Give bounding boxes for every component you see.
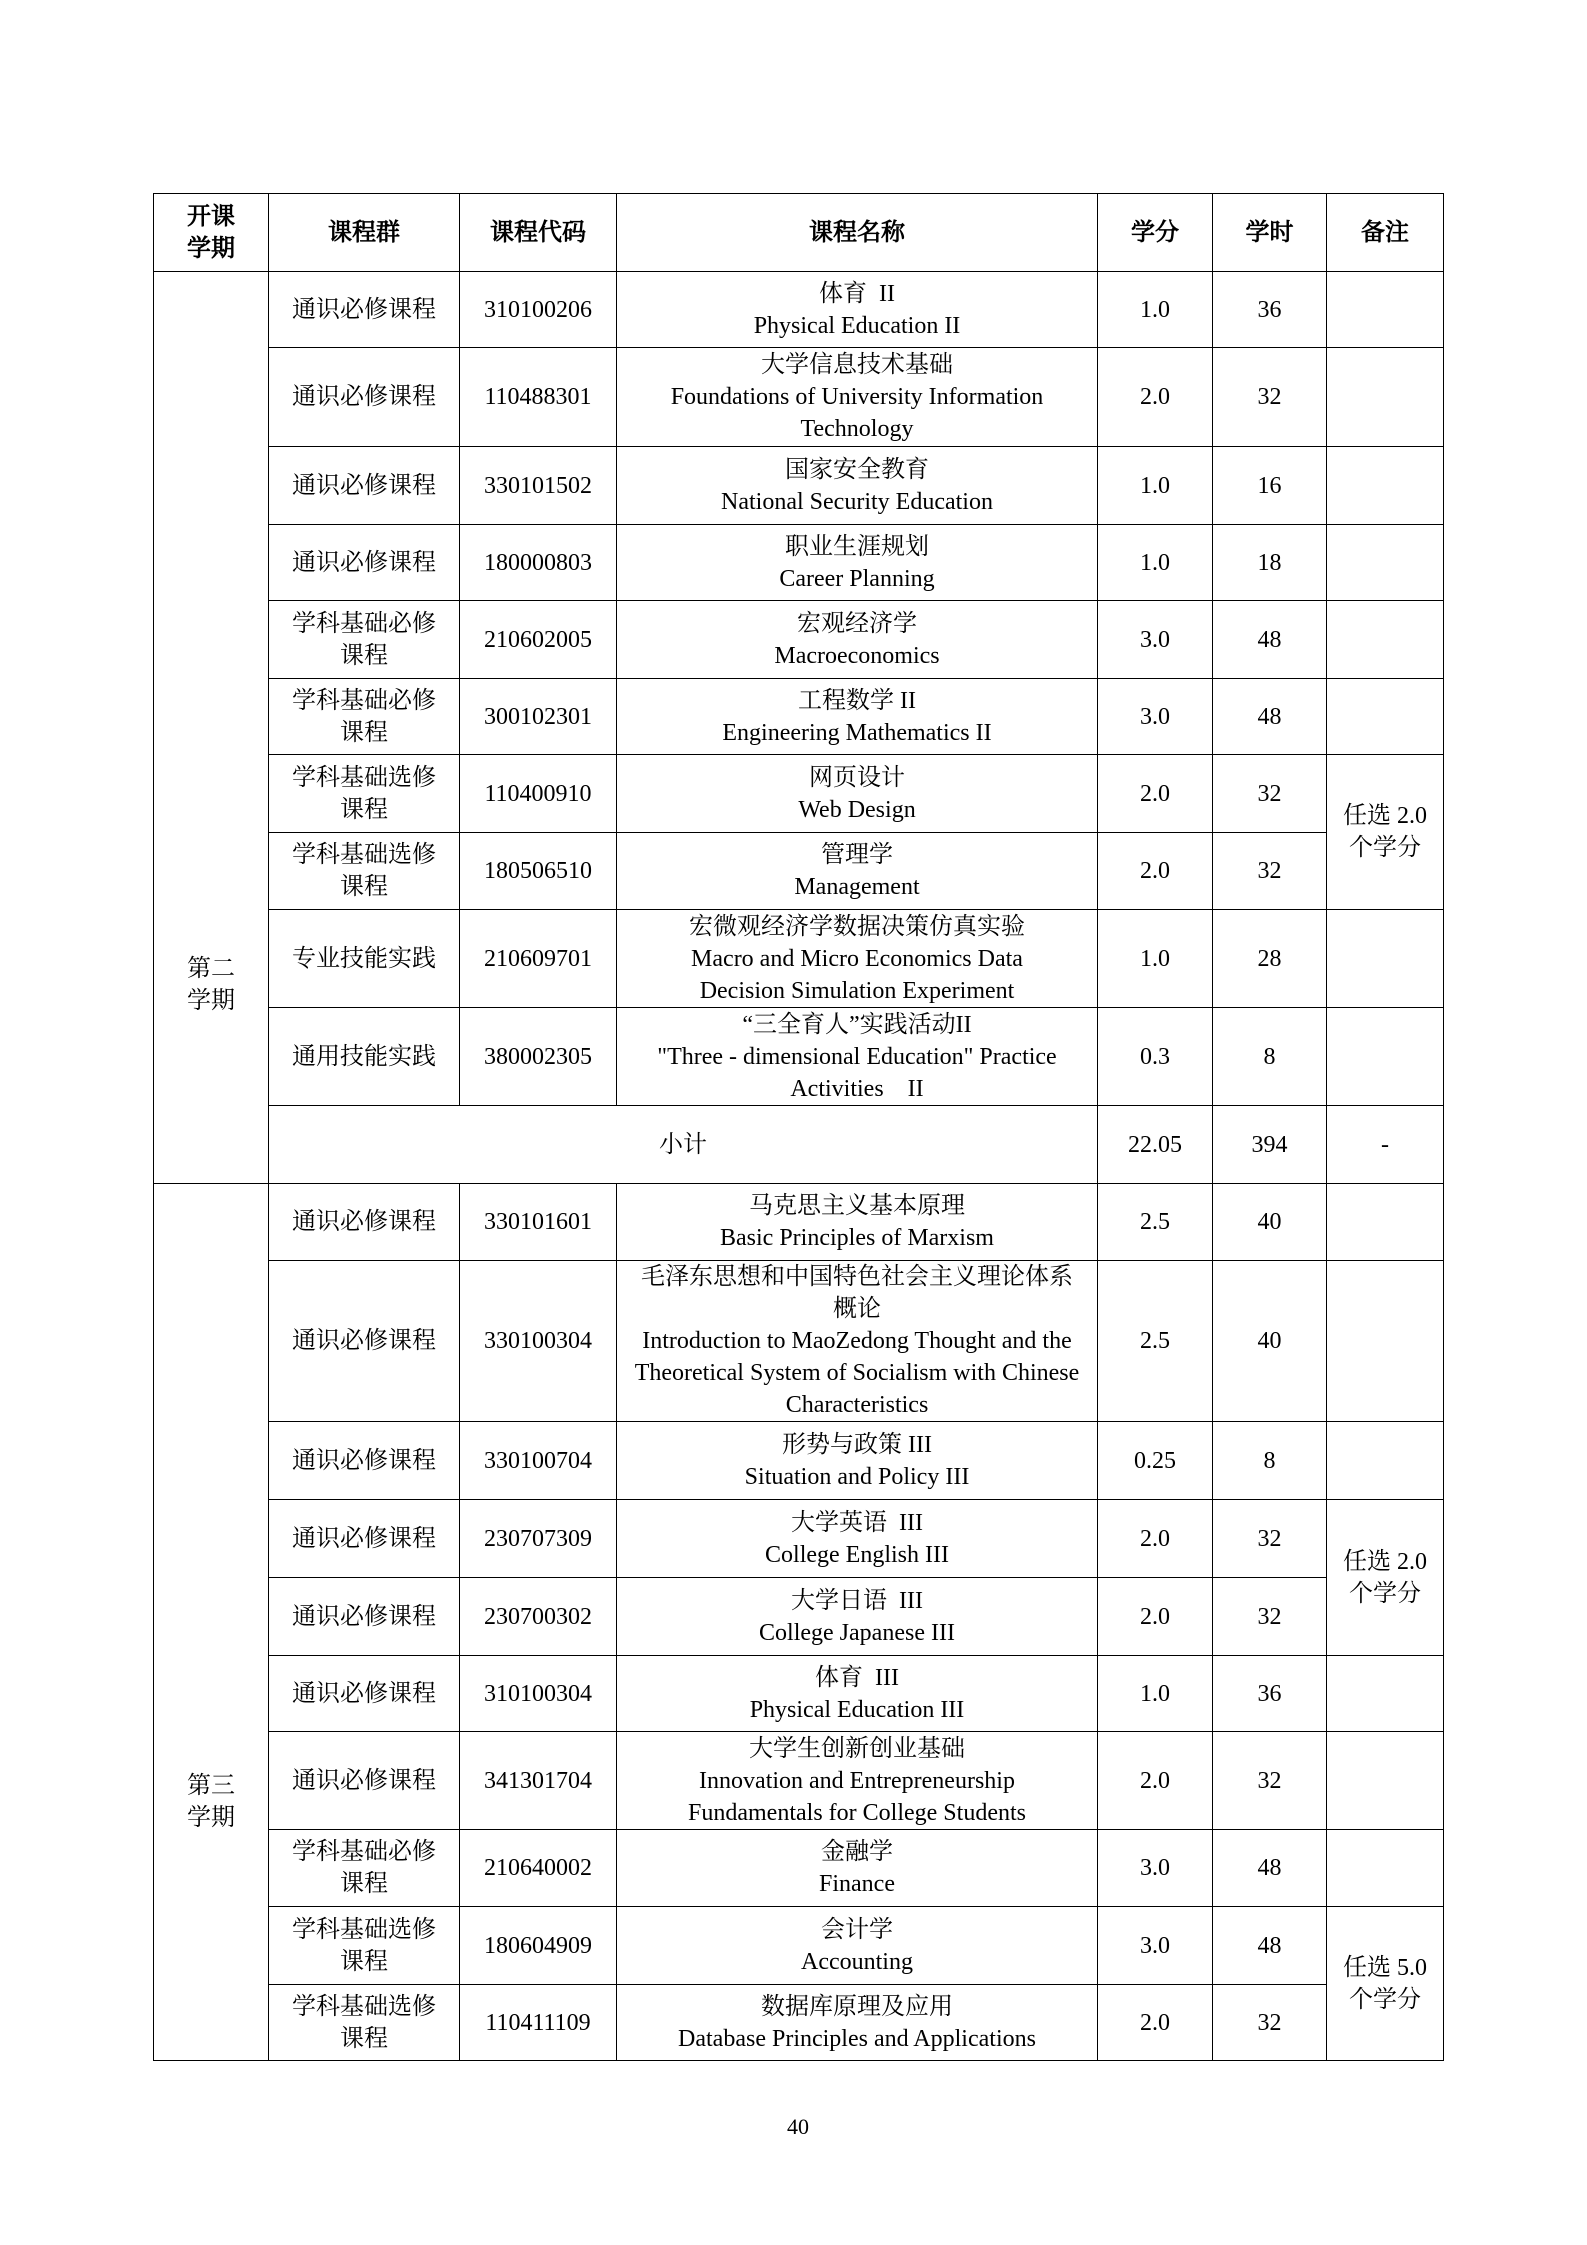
course-name-cn: 大学英语 III	[791, 1509, 923, 1536]
course-name	[617, 272, 1098, 348]
course-name-cn: 职业生涯规划	[785, 533, 929, 560]
course-name-en: Finance	[819, 1871, 895, 1897]
course-name	[617, 1184, 1098, 1261]
course-note-empty	[1327, 910, 1444, 1008]
course-name-cn: 大学日语 III	[791, 1587, 923, 1614]
course-note-empty	[1327, 601, 1444, 679]
course-code: 300102301	[460, 679, 617, 755]
course-credits: 1.0	[1098, 910, 1213, 1008]
course-row	[154, 755, 1444, 833]
course-hours: 32	[1213, 1985, 1327, 2061]
course-name-cn: 国家安全教育	[785, 456, 929, 483]
course-note-empty	[1327, 272, 1444, 348]
course-name	[617, 1500, 1098, 1578]
course-group: 通用技能实践	[269, 1008, 460, 1106]
course-credits: 2.0	[1098, 1500, 1213, 1578]
course-row	[154, 447, 1444, 525]
course-credits: 2.0	[1098, 1732, 1213, 1830]
course-name	[617, 1422, 1098, 1500]
course-code: 180604909	[460, 1907, 617, 1985]
course-name-cn: 形势与政策 III	[782, 1431, 932, 1458]
course-name-en: Accounting	[801, 1948, 913, 1975]
course-row	[154, 1578, 1444, 1656]
course-hours: 40	[1213, 1261, 1327, 1422]
course-code: 341301704	[460, 1732, 617, 1830]
header-semester: 开课 学期	[154, 194, 269, 272]
course-group: 学科基础选修 课程	[269, 1907, 460, 1985]
course-row	[154, 601, 1444, 679]
table-body	[154, 272, 1444, 2061]
course-group: 学科基础选修 课程	[269, 833, 460, 910]
course-group: 通识必修课程	[269, 525, 460, 601]
course-name	[617, 833, 1098, 910]
course-note-empty	[1327, 525, 1444, 601]
course-name	[617, 1008, 1098, 1106]
course-hours: 28	[1213, 910, 1327, 1008]
course-note: 任选 2.0 个学分	[1327, 755, 1444, 910]
course-credits: 2.0	[1098, 755, 1213, 833]
course-row	[154, 1422, 1444, 1500]
course-credits: 1.0	[1098, 447, 1213, 525]
course-name-cn: 马克思主义基本原理	[749, 1193, 965, 1219]
course-name-en: Management	[794, 874, 920, 900]
course-group: 通识必修课程	[269, 447, 460, 525]
course-hours: 48	[1213, 601, 1327, 679]
subtotal-credits: 22.05	[1098, 1106, 1213, 1184]
course-code: 180000803	[460, 525, 617, 601]
course-credits: 3.0	[1098, 1907, 1213, 1985]
course-name-cn: 宏微观经济学数据决策仿真实验	[689, 913, 1025, 940]
course-row	[154, 1830, 1444, 1907]
header-credits: 学分	[1098, 194, 1213, 272]
course-credits: 1.0	[1098, 272, 1213, 348]
course-name	[617, 1985, 1098, 2061]
course-group: 通识必修课程	[269, 1261, 460, 1422]
course-credits: 2.0	[1098, 348, 1213, 447]
course-group: 学科基础必修 课程	[269, 679, 460, 755]
course-name-cn: 大学信息技术基础	[761, 352, 953, 378]
course-name-en: Foundations of University Information Technology	[670, 384, 1044, 442]
course-group: 学科基础必修 课程	[269, 601, 460, 679]
course-row	[154, 679, 1444, 755]
course-name	[617, 1830, 1098, 1907]
course-name-en: Basic Principles of Marxism	[720, 1225, 994, 1251]
course-name	[617, 755, 1098, 833]
course-name-en: "Three - dimensional Education" Practice Activities II	[657, 1043, 1057, 1102]
course-credits: 3.0	[1098, 1830, 1213, 1907]
course-name	[617, 601, 1098, 679]
course-name-en: Physical Education II	[753, 312, 961, 339]
subtotal-row	[154, 1106, 1444, 1184]
course-code: 110411109	[460, 1985, 617, 2061]
course-note-empty	[1327, 1732, 1444, 1830]
course-row	[154, 1656, 1444, 1732]
course-hours: 32	[1213, 833, 1327, 910]
curriculum-table	[153, 193, 1444, 2061]
course-group: 学科基础必修 课程	[269, 1830, 460, 1907]
course-code: 210609701	[460, 910, 617, 1008]
course-name-cn: 会计学	[821, 1916, 893, 1943]
course-group: 通识必修课程	[269, 1422, 460, 1500]
course-name-cn: 金融学	[821, 1839, 893, 1865]
course-code: 310100304	[460, 1656, 617, 1732]
course-name-cn: 数据库原理及应用	[761, 1993, 953, 2020]
course-name-en: Database Principles and Applications	[678, 2025, 1036, 2052]
course-code: 110400910	[460, 755, 617, 833]
course-name-cn: “三全育人”实践活动II	[742, 1011, 972, 1038]
course-name-en: National Security Education	[721, 488, 993, 515]
course-code: 310100206	[460, 272, 617, 348]
semester-label: 第二 学期	[154, 272, 269, 1184]
course-group: 专业技能实践	[269, 910, 460, 1008]
course-code: 330100704	[460, 1422, 617, 1500]
course-credits: 1.0	[1098, 525, 1213, 601]
course-row	[154, 1008, 1444, 1106]
header-hours: 学时	[1213, 194, 1327, 272]
course-code: 110488301	[460, 348, 617, 447]
course-note-empty	[1327, 447, 1444, 525]
course-row	[154, 1907, 1444, 1985]
course-name-en: Introduction to MaoZedong Thought and the Theoretical System of Socialism with Chinese Characteristics	[634, 1328, 1080, 1418]
course-name	[617, 1732, 1098, 1830]
course-hours: 48	[1213, 1830, 1327, 1907]
course-group: 通识必修课程	[269, 1578, 460, 1656]
course-name-cn: 体育 III	[815, 1664, 899, 1691]
table-header-row	[154, 194, 1444, 272]
subtotal-hours: 394	[1213, 1106, 1327, 1184]
course-row	[154, 348, 1444, 447]
course-hours: 32	[1213, 755, 1327, 833]
course-code: 330101601	[460, 1184, 617, 1261]
course-group: 学科基础选修 课程	[269, 1985, 460, 2061]
course-row	[154, 1985, 1444, 2061]
course-credits: 3.0	[1098, 601, 1213, 679]
course-hours: 8	[1213, 1422, 1327, 1500]
course-row	[154, 525, 1444, 601]
course-code: 210640002	[460, 1830, 617, 1907]
course-hours: 32	[1213, 1578, 1327, 1656]
course-name-cn: 管理学	[821, 842, 893, 868]
header-course-code: 课程代码	[460, 194, 617, 272]
course-hours: 48	[1213, 1907, 1327, 1985]
course-name	[617, 525, 1098, 601]
course-note: 任选 2.0 个学分	[1327, 1500, 1444, 1656]
header-course-group: 课程群	[269, 194, 460, 272]
course-hours: 36	[1213, 1656, 1327, 1732]
course-name	[617, 679, 1098, 755]
semester-label: 第三 学期	[154, 1184, 269, 2061]
course-credits: 0.25	[1098, 1422, 1213, 1500]
course-code: 230700302	[460, 1578, 617, 1656]
course-name	[617, 1578, 1098, 1656]
course-hours: 32	[1213, 348, 1327, 447]
course-name-cn: 毛泽东思想和中国特色社会主义理论体系 概论	[641, 1264, 1073, 1322]
course-group: 通识必修课程	[269, 1184, 460, 1261]
course-note-empty	[1327, 348, 1444, 447]
course-code: 230707309	[460, 1500, 617, 1578]
course-name-en: Engineering Mathematics II	[722, 719, 992, 746]
course-name-cn: 工程数学 II	[798, 687, 916, 714]
course-hours: 48	[1213, 679, 1327, 755]
course-note: 任选 5.0 个学分	[1327, 1907, 1444, 2061]
course-credits: 2.0	[1098, 833, 1213, 910]
course-row	[154, 272, 1444, 348]
subtotal-label: 小计	[269, 1106, 1098, 1184]
course-name-en: Macro and Micro Economics Data Decision Simulation Experiment	[691, 945, 1023, 1004]
course-row	[154, 1261, 1444, 1422]
course-row	[154, 833, 1444, 910]
course-hours: 36	[1213, 272, 1327, 348]
course-name	[617, 1656, 1098, 1732]
header-notes: 备注	[1327, 194, 1444, 272]
course-code: 330101502	[460, 447, 617, 525]
course-hours: 18	[1213, 525, 1327, 601]
course-credits: 2.0	[1098, 1578, 1213, 1656]
subtotal-notes: -	[1327, 1106, 1444, 1184]
course-credits: 1.0	[1098, 1656, 1213, 1732]
course-name	[617, 348, 1098, 447]
course-name-cn: 体育 II	[819, 280, 895, 307]
course-name	[617, 1907, 1098, 1985]
course-group: 学科基础选修 课程	[269, 755, 460, 833]
course-row	[154, 1500, 1444, 1578]
course-group: 通识必修课程	[269, 1500, 460, 1578]
course-code: 380002305	[460, 1008, 617, 1106]
course-name	[617, 910, 1098, 1008]
course-note-empty	[1327, 1830, 1444, 1907]
course-credits: 2.5	[1098, 1261, 1213, 1422]
course-hours: 40	[1213, 1184, 1327, 1261]
course-credits: 0.3	[1098, 1008, 1213, 1106]
course-name-cn: 宏观经济学	[797, 610, 917, 637]
course-name-en: Innovation and Entrepreneurship Fundamentals for College Students	[688, 1767, 1026, 1826]
course-name	[617, 1261, 1098, 1422]
course-row	[154, 910, 1444, 1008]
course-group: 通识必修课程	[269, 272, 460, 348]
course-hours: 32	[1213, 1732, 1327, 1830]
course-name-cn: 网页设计	[809, 764, 905, 791]
course-name-en: Web Design	[798, 796, 916, 823]
course-hours: 16	[1213, 447, 1327, 525]
course-row	[154, 1732, 1444, 1830]
course-credits: 3.0	[1098, 679, 1213, 755]
course-credits: 2.5	[1098, 1184, 1213, 1261]
course-group: 通识必修课程	[269, 1732, 460, 1830]
course-credits: 2.0	[1098, 1985, 1213, 2061]
course-code: 210602005	[460, 601, 617, 679]
course-name-en: College Japanese III	[759, 1619, 955, 1646]
course-note-empty	[1327, 1422, 1444, 1500]
course-name-cn: 大学生创新创业基础	[749, 1735, 965, 1762]
course-note-empty	[1327, 1261, 1444, 1422]
course-name-en: Macroeconomics	[774, 642, 940, 669]
page-number: 40	[787, 2114, 809, 2139]
course-group: 通识必修课程	[269, 1656, 460, 1732]
course-name-en: College English III	[765, 1541, 949, 1568]
course-hours: 8	[1213, 1008, 1327, 1106]
course-note-empty	[1327, 1184, 1444, 1261]
course-note-empty	[1327, 1656, 1444, 1732]
course-code: 180506510	[460, 833, 617, 910]
course-hours: 32	[1213, 1500, 1327, 1578]
course-row	[154, 1184, 1444, 1261]
course-name	[617, 447, 1098, 525]
course-name-en: Situation and Policy III	[744, 1463, 970, 1490]
course-name-en: Physical Education III	[749, 1696, 965, 1723]
header-course-name: 课程名称	[617, 194, 1098, 272]
course-name-en: Career Planning	[779, 565, 935, 592]
course-note-empty	[1327, 1008, 1444, 1106]
course-group: 通识必修课程	[269, 348, 460, 447]
course-note-empty	[1327, 679, 1444, 755]
course-code: 330100304	[460, 1261, 617, 1422]
